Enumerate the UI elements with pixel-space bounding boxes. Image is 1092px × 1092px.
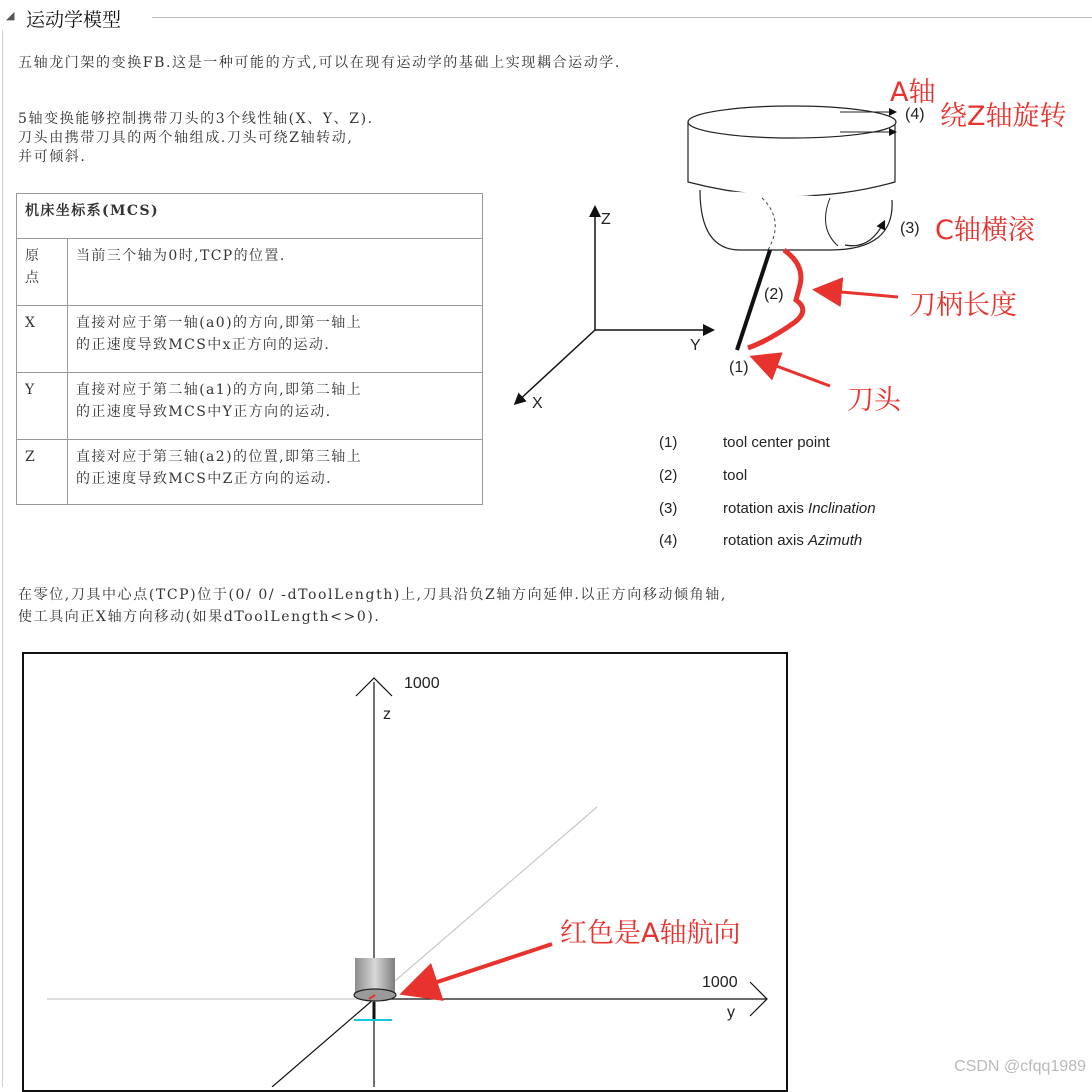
tilt-housing: [700, 190, 892, 250]
description-line: 刀头由携带刀具的两个轴组成.刀头可绕Z轴转动,: [18, 130, 354, 146]
shank-arrow: [818, 290, 898, 297]
legend-num: (1): [659, 434, 678, 451]
section-title: 运动学模型: [26, 9, 122, 31]
callout-4: (4): [905, 106, 925, 123]
plot-z-max: 1000: [404, 675, 440, 692]
legend-num: (4): [659, 532, 678, 549]
description-line: 并可倾斜.: [18, 149, 87, 165]
header-divider: [152, 17, 1092, 18]
section-header: [0, 0, 1092, 34]
callout-1: (1): [729, 359, 749, 376]
table-row: [17, 440, 483, 505]
tool-head-arrow: [755, 358, 830, 386]
left-border: [2, 30, 3, 1087]
mcs-table-header: 机床坐标系(MCS): [17, 194, 483, 239]
zero-position-paragraph: [18, 584, 727, 628]
zero-position-line: 使工具向正X轴方向移动(如果dToolLength<>0).: [18, 609, 381, 625]
row-value: 当前三个轴为0时,TCP的位置.: [68, 239, 483, 306]
row-key: Z: [17, 440, 68, 505]
plot-z-label: z: [383, 706, 391, 723]
plot-y-max: 1000: [702, 974, 738, 991]
legend-text: rotation axis Azimuth: [723, 532, 863, 549]
mcs-table: [16, 193, 483, 505]
callout-3: (3): [900, 220, 920, 237]
zero-position-line: 在零位,刀具中心点(TCP)位于(0/ 0/ -dToolLength)上,刀具沿负Z轴方向延伸.以正方向移动倾角轴,: [18, 587, 727, 603]
table-row: [17, 306, 483, 373]
row-key: X: [17, 306, 68, 373]
watermark: CSDN @cfqq1989: [954, 1058, 1086, 1075]
collapse-toggle-icon[interactable]: ◢: [6, 9, 15, 22]
annotation-tool-head: 刀头: [847, 385, 901, 416]
axis-y-label: Y: [690, 337, 701, 354]
row-key: 原 点: [17, 239, 68, 306]
legend-num: (3): [659, 500, 678, 517]
legend-text: tool center point: [723, 434, 830, 451]
axis-x-label: X: [532, 395, 543, 412]
annotation-rotate-z: 绕Z轴旋转: [940, 101, 1067, 132]
annotation-a-axis: A轴: [890, 77, 936, 108]
callout-2: (2): [764, 286, 784, 303]
plot-3d: [22, 652, 788, 1087]
legend-text: rotation axis Inclination: [723, 500, 876, 517]
annotation-c-axis: C轴横滚: [935, 215, 1035, 246]
legend-text: tool: [723, 467, 748, 484]
table-row: [17, 239, 483, 306]
plot-annotation: 红色是A轴航向: [560, 918, 741, 949]
intro-paragraph: 五轴龙门架的变换FB.这是一种可能的方式,可以在现有运动学的基础上实现耦合运动学.: [18, 55, 621, 71]
plot-x-axis: [272, 999, 374, 1087]
row-value: 直接对应于第一轴(a0)的方向,即第一轴上 的正速度导致MCS中x正方向的运动.: [68, 306, 483, 373]
x-axis-arrow: [516, 330, 595, 403]
head-top-ellipse: [688, 106, 896, 138]
description-paragraph: [18, 110, 374, 167]
row-key: Y: [17, 373, 68, 440]
plot-y-label: y: [727, 1004, 735, 1021]
description-line: 5轴变换能够控制携带刀头的3个线性轴(X、Y、Z).: [18, 111, 374, 127]
annotation-shank-length: 刀柄长度: [909, 290, 1017, 321]
row-value: 直接对应于第三轴(a2)的位置,即第三轴上 的正速度导致MCS中Z正方向的运动.: [68, 440, 483, 505]
table-row: [17, 373, 483, 440]
axis-z-label: Z: [601, 211, 611, 228]
row-value: 直接对应于第二轴(a1)的方向,即第二轴上 的正速度导致MCS中Y正方向的运动.: [68, 373, 483, 440]
plot-x-positive: [374, 807, 597, 999]
legend-num: (2): [659, 467, 678, 484]
